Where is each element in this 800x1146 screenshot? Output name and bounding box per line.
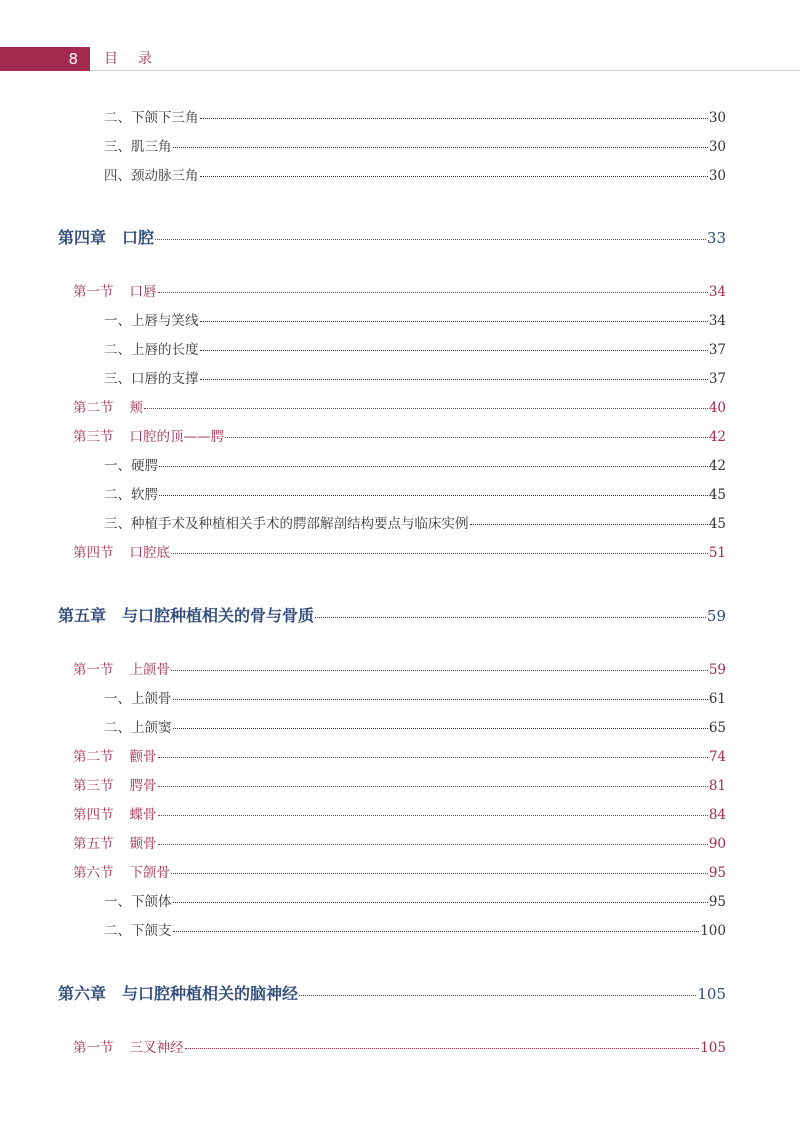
toc-section-title: 颞骨: [129, 836, 157, 852]
toc-page-number: 95: [708, 894, 726, 910]
toc-chapter-label: [58, 225, 154, 248]
toc-section-number: 第一节: [73, 662, 114, 678]
toc-section[interactable]: [73, 541, 726, 561]
toc-item[interactable]: [104, 454, 726, 474]
toc-section-title: 口腔底: [129, 545, 170, 561]
dot-leader: [173, 699, 708, 700]
toc-section-number: 第四节: [73, 807, 114, 823]
dot-leader: [185, 1048, 700, 1049]
toc-page-number: 37: [708, 371, 726, 387]
toc-item[interactable]: [104, 687, 726, 707]
dot-leader: [200, 379, 708, 380]
toc-chapter-label: [58, 603, 314, 626]
toc-page-number: 30: [708, 168, 726, 184]
toc-section-number: 第二节: [73, 400, 114, 416]
toc-section-number: 第一节: [73, 1040, 114, 1056]
toc-section-title: 颊: [129, 400, 143, 416]
header-rule: [90, 70, 800, 71]
toc-chapter-label: [58, 981, 298, 1004]
toc-page-number: 59: [706, 607, 726, 625]
dot-leader: [173, 147, 708, 148]
dot-leader: [155, 239, 706, 240]
toc-section-title: 上颌骨: [129, 662, 170, 678]
toc-section-number: 第二节: [73, 749, 114, 765]
toc-chapter-title: 与口腔种植相关的脑神经: [122, 984, 299, 1003]
toc-page-number: 61: [708, 691, 726, 707]
toc-item[interactable]: [104, 338, 726, 358]
toc-page-number: 105: [700, 1040, 726, 1056]
toc-item-label: 三、口唇的支撑: [104, 371, 199, 387]
toc-item-label: 一、硬腭: [104, 458, 158, 474]
toc-item[interactable]: [104, 367, 726, 387]
dot-leader: [159, 495, 708, 496]
toc-page-number: 33: [706, 229, 726, 247]
toc-section[interactable]: [73, 832, 726, 852]
toc-section-title: 腭骨: [129, 778, 157, 794]
toc-section-title: 蝶骨: [129, 807, 157, 823]
toc-section-label: [73, 774, 157, 794]
toc-page-number: 34: [708, 284, 726, 300]
toc-section-label: [73, 280, 157, 300]
toc-chapter-number: 第六章: [58, 984, 107, 1003]
toc-section-title: 颧骨: [129, 749, 157, 765]
toc-section-title: 口腔的顶——腭: [129, 429, 224, 445]
page-number: 8: [0, 47, 90, 71]
toc-item-label: 二、软腭: [104, 487, 158, 503]
toc-section[interactable]: [73, 396, 726, 416]
toc-page-number: 51: [708, 545, 726, 561]
toc-section-label: [73, 425, 224, 445]
toc-chapter[interactable]: [58, 225, 726, 248]
toc-item-label: 四、颈动脉三角: [104, 168, 199, 184]
toc-page-number: 42: [708, 429, 726, 445]
toc-section[interactable]: [73, 774, 726, 794]
toc-section-label: [73, 803, 157, 823]
dot-leader: [470, 524, 708, 525]
dot-leader: [173, 728, 708, 729]
toc-section-number: 第三节: [73, 778, 114, 794]
dot-leader: [200, 176, 708, 177]
dot-leader: [144, 408, 708, 409]
dot-leader: [158, 292, 708, 293]
dot-leader: [158, 757, 708, 758]
toc-page-number: 74: [708, 749, 726, 765]
toc-section-label: [73, 658, 170, 678]
dot-leader: [158, 786, 708, 787]
dot-leader: [315, 617, 706, 618]
toc-section-label: [73, 396, 143, 416]
toc-section[interactable]: [73, 1036, 726, 1056]
toc-item-label: 二、上颌窦: [104, 720, 172, 736]
toc-item-label: 三、种植手术及种植相关手术的腭部解剖结构要点与临床实例: [104, 516, 469, 532]
dot-leader: [158, 815, 708, 816]
running-title: 目录: [104, 51, 172, 67]
dot-leader: [171, 553, 708, 554]
toc-section-label: [73, 1036, 184, 1056]
toc-page-number: 30: [708, 110, 726, 126]
toc-section-number: 第六节: [73, 865, 114, 881]
toc-chapter-title: 与口腔种植相关的骨与骨质: [122, 606, 315, 625]
dot-leader: [173, 931, 700, 932]
toc-item[interactable]: [104, 483, 726, 503]
toc-page-number: 81: [708, 778, 726, 794]
toc-page-number: 34: [708, 313, 726, 329]
toc-item-label: 一、上唇与笑线: [104, 313, 199, 329]
toc-section[interactable]: [73, 745, 726, 765]
toc-section-label: [73, 541, 170, 561]
toc-page-number: 95: [708, 865, 726, 881]
toc-page-number: 40: [708, 400, 726, 416]
toc-item[interactable]: [104, 919, 726, 939]
toc-section-title: 口唇: [129, 284, 157, 300]
toc-item[interactable]: [104, 512, 726, 532]
toc-section-label: [73, 832, 157, 852]
toc-section-number: 第四节: [73, 545, 114, 561]
toc-section[interactable]: [73, 861, 726, 881]
toc-item-label: 二、上唇的长度: [104, 342, 199, 358]
toc-item[interactable]: [104, 309, 726, 329]
toc-item-label: 一、上颌骨: [104, 691, 172, 707]
toc-section[interactable]: [73, 425, 726, 445]
toc-chapter-number: 第五章: [58, 606, 107, 625]
toc-chapter[interactable]: [58, 981, 726, 1004]
toc-page-number: 37: [708, 342, 726, 358]
toc-chapter[interactable]: [58, 603, 726, 626]
dot-leader: [171, 670, 708, 671]
dot-leader: [225, 437, 708, 438]
dot-leader: [171, 873, 708, 874]
toc-page-number: 30: [708, 139, 726, 155]
toc-section-number: 第三节: [73, 429, 114, 445]
toc-page-number: 90: [708, 836, 726, 852]
toc-section-number: 第一节: [73, 284, 114, 300]
toc-item[interactable]: [104, 164, 726, 184]
toc-section-label: [73, 745, 157, 765]
toc-page-number: 59: [708, 662, 726, 678]
toc-chapter-number: 第四章: [58, 228, 107, 247]
toc-page-number: 45: [708, 487, 726, 503]
toc-item[interactable]: [104, 135, 726, 155]
dot-leader: [158, 844, 708, 845]
toc-page-number: 42: [708, 458, 726, 474]
toc-page-number: 45: [708, 516, 726, 532]
toc-item-label: 二、下颌下三角: [104, 110, 199, 126]
dot-leader: [200, 350, 708, 351]
dot-leader: [200, 118, 708, 119]
toc-section[interactable]: [73, 658, 726, 678]
toc-section[interactable]: [73, 803, 726, 823]
toc-section[interactable]: [73, 280, 726, 300]
toc-page-number: 65: [708, 720, 726, 736]
toc-chapter-title: 口腔: [122, 228, 155, 247]
toc-item[interactable]: [104, 716, 726, 736]
toc-page-number: 84: [708, 807, 726, 823]
toc-section-number: 第五节: [73, 836, 114, 852]
dot-leader: [299, 995, 696, 996]
toc-item[interactable]: [104, 890, 726, 910]
toc-item-label: 一、下颌体: [104, 894, 172, 910]
dot-leader: [159, 466, 708, 467]
toc-section-title: 下颌骨: [129, 865, 170, 881]
page-header: [0, 47, 800, 71]
toc-item-label: 三、肌三角: [104, 139, 172, 155]
toc-section-title: 三叉神经: [129, 1040, 184, 1056]
toc-page-number: 105: [697, 985, 726, 1003]
toc-item[interactable]: [104, 106, 726, 126]
toc-item-label: 二、下颌支: [104, 923, 172, 939]
toc-section-label: [73, 861, 170, 881]
dot-leader: [173, 902, 708, 903]
toc-page-number: 100: [700, 923, 726, 939]
dot-leader: [200, 321, 708, 322]
